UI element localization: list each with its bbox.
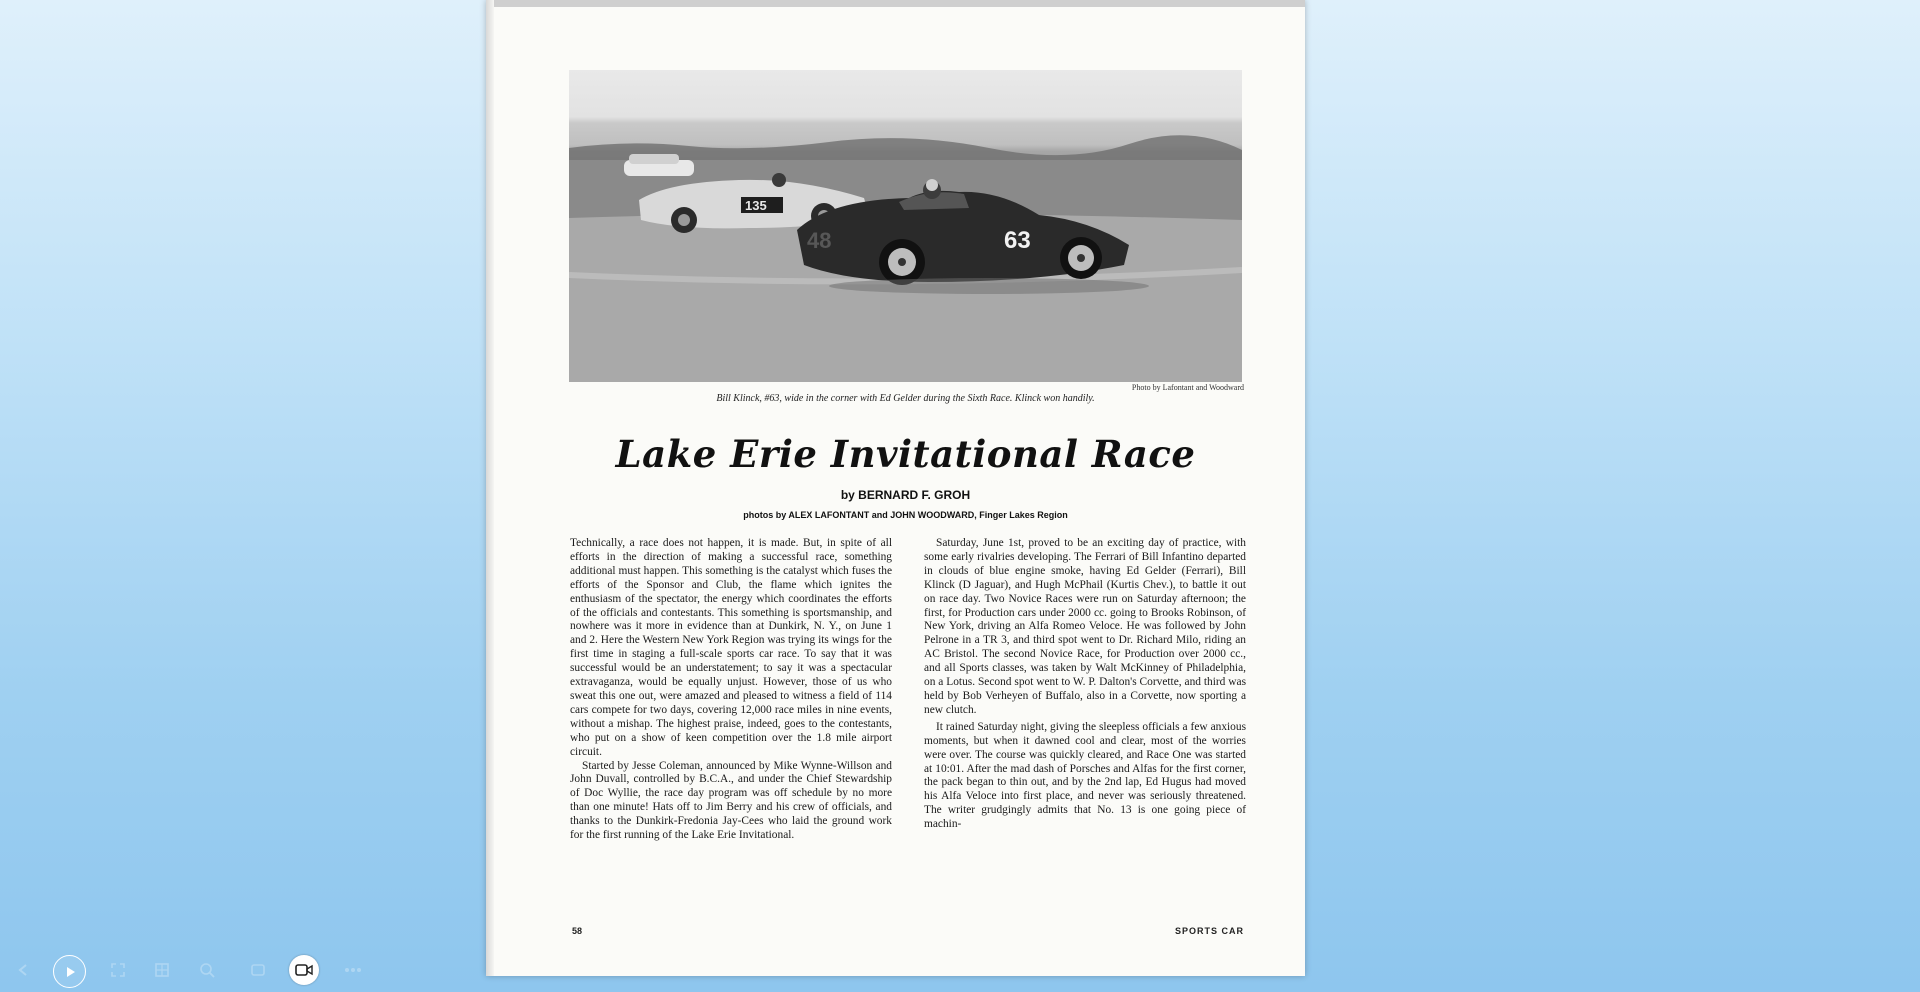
- paragraph: Saturday, June 1st, proved to be an exciting day of practice, with some early rivalries developing. The Ferrari of Bill Infantino departed in clouds of blue engine smoke, having Ed Gelder (Ferrari), Bill Klinck (D Jaguar), and Hugh McPhail (Kurtis Chev.), to battle it out on race day. Two Novice Races were run on Saturday afternoon; the first, for Production cars under 2000 cc. going to Brooks Robinson, of New York, driving an Alfa Romeo Veloce. He was followed by John Pelrone in a TR 3, and third spot went to Dr. Richard Milo, riding an AC Bristol. The second Novice Race, for Production over 2000 cc., and all Sports classes, was taken by Walt McKinney of Philadelphia, on a Lotus. Second spot went to W. P. Dalton's Corvette, and third was held by Bob Verheyen of Buffalo, also in a Corvette, now sporting a new clutch.: [924, 537, 1246, 716]
- page-top-edge: [486, 0, 1305, 7]
- document-page: [486, 0, 1305, 976]
- race-photo: [569, 70, 1242, 382]
- photo-credit: Photo by Lafontant and Woodward: [1131, 383, 1244, 392]
- play-button[interactable]: [53, 955, 86, 988]
- article-column-right: [924, 537, 1246, 832]
- photo-caption: Bill Klinck, #63, wide in the corner with Ed Gelder during the Sixth Race. Klinck won handily.: [716, 393, 1095, 404]
- expand-icon: [109, 961, 127, 979]
- fit-button[interactable]: [103, 955, 133, 985]
- first-page-button[interactable]: [8, 955, 38, 985]
- paragraph: Technically, a race does not happen, it is made. But, in spite of all efforts in the direction of making a successful race, something additional must happen. This something is the catalyst which fuses the efforts of the Sponsor and Club, the flame which ignites the enthusiasm of the spectator, the energy which coordinates the efforts of the officials and contestants. This something is sportsmanship, and nowhere was it more in evidence than at Dunkirk, N. Y., on June 1 and 2. Here the Western New York Region was trying its wings for the first time in staging a full-scale sports car race. To say that it was successful would be an understatement; to say it was a spectacular extravaganza, would be equally unjust. However, those of us who sweat this one out, were amazed and pleased to witness a field of 114 cars compete for two days, covering 12,000 race miles in nine events, without a mishap. The highest praise, indeed, goes to the contestants, who put on a show of keen competition over the 1.8 mile airport circuit.: [570, 537, 892, 758]
- magazine-name: SPORTS CAR: [1174, 926, 1244, 936]
- first-page-icon: [15, 962, 31, 978]
- article-title: Lake Erie Invitational Race: [615, 432, 1196, 476]
- paragraph: Started by Jesse Coleman, announced by Mike Wynne-Willson and John Duvall, controlled by B.C.A., and under the Chief Stewardship of Doc Wyllie, the race day program was off schedule by no more than one minute! Hats off to Jim Berry and his crew of officials, and thanks to the Dunkirk-Fredonia Jay-Cees who laid the ground work for the first running of the Lake Erie Invitational.: [570, 759, 892, 842]
- video-button[interactable]: [289, 955, 319, 985]
- car-number-63: 63: [1004, 227, 1031, 254]
- article-column-left: [570, 537, 892, 843]
- viewer-toolbar: [0, 952, 380, 988]
- grid-icon: [153, 961, 171, 979]
- page-binding-edge: [486, 0, 494, 976]
- more-dots-icon: [344, 967, 362, 973]
- zoom-icon: [198, 961, 216, 979]
- car-number-135: 135: [745, 198, 767, 213]
- photo-attribution: photos by ALEX LAFONTANT and JOHN WOODWARD, Finger Lakes Region: [743, 510, 1068, 520]
- zoom-button[interactable]: [192, 955, 222, 985]
- paragraph: It rained Saturday night, giving the sleepless officials a few anxious moments, but when it dawned cool and clear, most of the worries were over. The course was quickly cleared, and Race One was started at 10:01. After the mad dash of Porsches and Alfas for the first corner, the pack began to thin out, and by the 2nd lap, Ed Hugus had moved his Alfa Veloce into first place, and never was seriously threatened. The writer grudgingly admits that No. 13 is one going piece of machin-: [924, 720, 1246, 831]
- race-photo-drawing: [569, 70, 1242, 382]
- video-camera-icon: [294, 962, 314, 978]
- article-byline: by BERNARD F. GROH: [840, 488, 971, 502]
- more-button[interactable]: [338, 955, 368, 985]
- page-number: 58: [572, 926, 583, 936]
- share-icon: [249, 961, 267, 979]
- play-icon: [63, 965, 77, 979]
- share-button[interactable]: [243, 955, 273, 985]
- grid-button[interactable]: [147, 955, 177, 985]
- svg-text:48: 48: [807, 228, 832, 253]
